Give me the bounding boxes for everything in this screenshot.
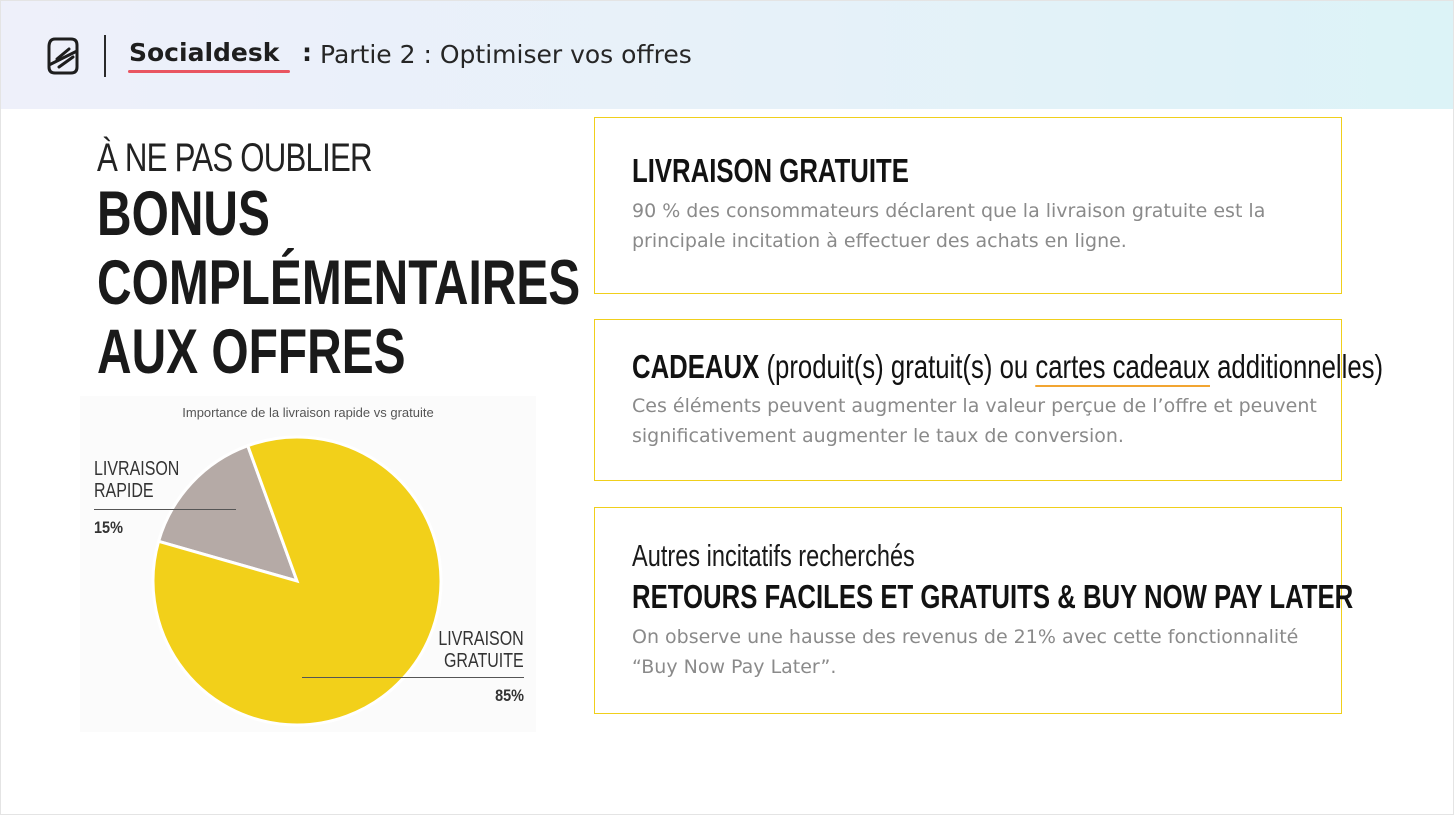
card-gifts xyxy=(594,319,1384,481)
gift-cards-highlight: cartes cadeaux xyxy=(1035,348,1210,385)
socialdesk-logo-icon xyxy=(45,35,81,77)
slice-value-free-delivery: 85% xyxy=(495,686,524,705)
card-body: On observe une hausse des revenus de 21% avec cette fonctionnalité “Buy Now Pay Later”. xyxy=(632,626,1299,678)
slice-label-line: RAPIDE xyxy=(94,480,154,502)
card-heading-light: additionnelles) xyxy=(1217,348,1384,385)
section-kicker: À NE PAS OUBLIER xyxy=(97,136,372,180)
card-body: 90 % des consommateurs déclarent que la livraison gratuite est la principale incitation à effectuer des achats en ligne. xyxy=(632,200,1266,252)
card-subheading: Autres incitatifs recherchés xyxy=(632,538,915,573)
card-heading-light: (produit(s) gratuit(s) ou xyxy=(766,348,1029,385)
header-subtitle: Partie 2 : Optimiser vos offres xyxy=(320,40,692,69)
slice-label-line: GRATUITE xyxy=(444,650,524,672)
card-heading: LIVRAISON GRATUITE xyxy=(632,152,909,189)
card-returns-bnpl xyxy=(594,507,1354,714)
pie-chart-svg xyxy=(80,396,536,732)
card-free-shipping xyxy=(594,117,1342,294)
card-body: Ces éléments peuvent augmenter la valeur perçue de l’offre et peuvent significativement augmenter le taux de conversion. xyxy=(632,395,1317,447)
header-divider xyxy=(104,35,106,77)
page-title: BONUS COMPLÉMENTAIRES AUX OFFRES xyxy=(97,179,581,387)
slice-value-fast-delivery: 15% xyxy=(94,518,123,537)
brand-separator: : xyxy=(302,38,312,67)
chart-title: Importance de la livraison rapide vs gratuite xyxy=(182,405,434,420)
brand-name: Socialdesk xyxy=(129,38,280,67)
slice-label-fast-delivery xyxy=(94,458,179,502)
slice-label-free-delivery xyxy=(439,628,524,672)
slice-label-line: LIVRAISON xyxy=(438,628,524,650)
card-heading-bold: CADEAUX xyxy=(632,348,760,385)
leader-line-free xyxy=(302,677,524,678)
brand-underline xyxy=(128,70,290,73)
pie-chart xyxy=(80,396,536,732)
leader-line-fast xyxy=(94,509,236,510)
card-heading xyxy=(632,348,1383,386)
slice-label-line: LIVRAISON xyxy=(94,458,180,480)
card-heading: RETOURS FACILES ET GRATUITS & BUY NOW PAY LATER xyxy=(632,578,1354,615)
